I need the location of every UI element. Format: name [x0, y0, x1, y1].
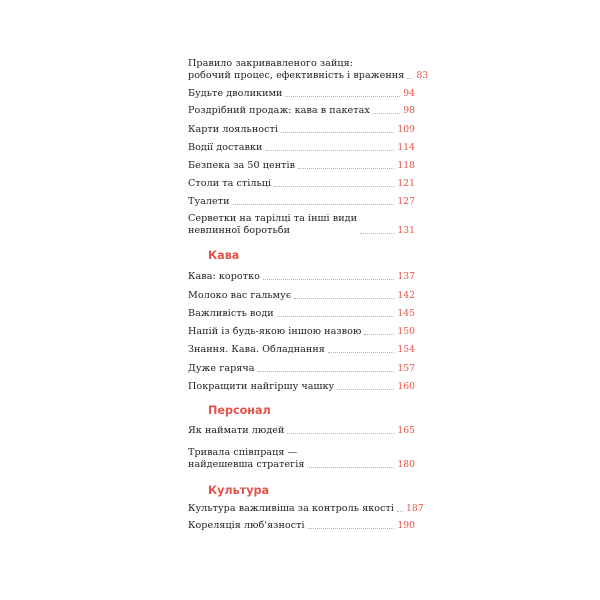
toc-entry[interactable] [188, 160, 415, 172]
dot-leader [373, 113, 400, 114]
page-number: 114 [397, 142, 415, 153]
page-number: 160 [397, 381, 415, 392]
toc-entry[interactable] [188, 308, 415, 320]
toc-entry[interactable] [188, 520, 415, 532]
toc-entry[interactable] [188, 213, 415, 237]
toc-entry-title-line: невпинної боротьби [188, 225, 291, 236]
dot-leader [328, 352, 394, 353]
page-number: 94 [403, 88, 415, 99]
toc-entry-title [188, 142, 263, 154]
page-number: 165 [397, 425, 415, 436]
toc-entry-title-line: Молоко вас гальмує [188, 290, 292, 301]
toc-entry-title [188, 178, 271, 190]
toc-entry-title [188, 196, 230, 208]
toc-entry-title [188, 271, 260, 283]
page-number: 127 [397, 196, 415, 207]
page-number: 150 [397, 326, 415, 337]
toc-entry[interactable] [188, 142, 415, 154]
toc-entry[interactable] [188, 326, 415, 338]
page-number: 109 [397, 124, 415, 135]
toc-entry-title [188, 447, 304, 471]
dot-leader [233, 204, 395, 205]
toc-entry[interactable] [188, 363, 415, 375]
dot-leader [287, 433, 394, 434]
page-number: 190 [397, 520, 415, 531]
dot-leader [360, 233, 394, 234]
dot-leader [274, 186, 394, 187]
toc-entry-title-line: Знання. Кава. Обладнання [188, 344, 325, 355]
page-number: 121 [397, 178, 415, 189]
toc-entry[interactable] [188, 290, 415, 302]
toc-entry-title [188, 213, 357, 237]
toc-entry[interactable] [188, 381, 415, 393]
dot-leader [397, 511, 403, 512]
toc-entry-title [188, 105, 370, 117]
dot-leader [263, 279, 394, 280]
toc-entry-title-line: Важливість води [188, 308, 274, 319]
toc-entry-title-line: Дуже гаряча [188, 363, 255, 374]
toc-entry[interactable] [188, 271, 415, 283]
toc-entry-title [188, 520, 305, 532]
toc-entry-title-line: найдешевша стратегія [188, 459, 305, 470]
toc-entry-title-line: Правило закривавленого зайця: [188, 58, 353, 69]
toc-entry[interactable] [188, 503, 424, 515]
toc-entry-title [188, 503, 394, 515]
page-number: 98 [403, 105, 415, 116]
toc-entry-title-line: Водії доставки [188, 142, 263, 153]
toc-entry-title [188, 88, 282, 100]
dot-leader [337, 389, 394, 390]
toc-entry-title [188, 425, 284, 437]
toc-entry[interactable] [188, 425, 415, 437]
toc-entry-title-line: Туалети [188, 196, 230, 207]
dot-leader [258, 371, 395, 372]
toc-entry[interactable] [188, 344, 415, 356]
section-title-coffee: Кава [208, 249, 240, 262]
toc-entry-title [188, 381, 334, 393]
toc-entry-title-line: Карти лояльності [188, 124, 278, 135]
dot-leader [307, 467, 394, 468]
page-number: 145 [397, 308, 415, 319]
dot-leader [308, 528, 395, 529]
page-number: 137 [397, 271, 415, 282]
page-number: 142 [397, 290, 415, 301]
toc-entry-title-line: Напій із будь-якою іншою назвою [188, 326, 362, 337]
page-number: 131 [397, 225, 415, 236]
toc-entry-title-line: Як наймати людей [188, 425, 285, 436]
dot-leader [298, 168, 394, 169]
dot-leader [407, 78, 413, 79]
toc-entry-title-line: Будьте дволикими [188, 88, 283, 99]
toc-entry-title [188, 290, 291, 302]
page-number: 118 [397, 160, 415, 171]
toc-entry-title-line: Серветки на тарілці та інші види [188, 213, 358, 224]
toc-entry-title-line: Роздрібний продаж: кава в пакетах [188, 105, 370, 116]
dot-leader [285, 96, 400, 97]
dot-leader [364, 334, 394, 335]
toc-entry[interactable] [188, 58, 429, 82]
toc-entry-title-line: Столи та стільці [188, 178, 272, 189]
toc-entry-title [188, 160, 295, 172]
dot-leader [294, 298, 394, 299]
toc-entry-title-line: робочий процес, ефективність і враження [188, 70, 405, 81]
toc-entry[interactable] [188, 105, 415, 117]
page-number: 187 [406, 503, 424, 514]
toc-entry-title [188, 326, 361, 338]
dot-leader [266, 150, 395, 151]
dot-leader [281, 132, 394, 133]
toc-entry[interactable] [188, 88, 415, 100]
toc-entry-title [188, 308, 274, 320]
toc-entry[interactable] [188, 196, 415, 208]
toc-entry-title-line: Тривала співпраця — [188, 447, 298, 458]
page-number: 154 [397, 344, 415, 355]
dot-leader [277, 316, 395, 317]
toc-entry[interactable] [188, 447, 415, 471]
page-number: 157 [397, 363, 415, 374]
toc-entry-title-line: Кава: коротко [188, 271, 260, 282]
toc-entry[interactable] [188, 178, 415, 190]
toc-entry-title-line: Культура важливіша за контроль якості [188, 503, 395, 514]
page-number: 83 [416, 70, 429, 81]
toc-entry[interactable] [188, 124, 415, 136]
toc-entry-title-line: Кореляція люб'язності [188, 520, 305, 531]
toc-entry-title [188, 344, 325, 356]
page-number: 180 [397, 459, 415, 470]
section-title-culture: Культура [208, 484, 270, 497]
toc-entry-title [188, 124, 278, 136]
toc-entry-title [188, 363, 255, 375]
toc-entry-title-line: Безпека за 50 центів [188, 160, 296, 171]
toc-entry-title-line: Покращити найгіршу чашку [188, 381, 335, 392]
section-title-staff: Персонал [208, 404, 271, 417]
toc-entry-title [188, 58, 404, 82]
